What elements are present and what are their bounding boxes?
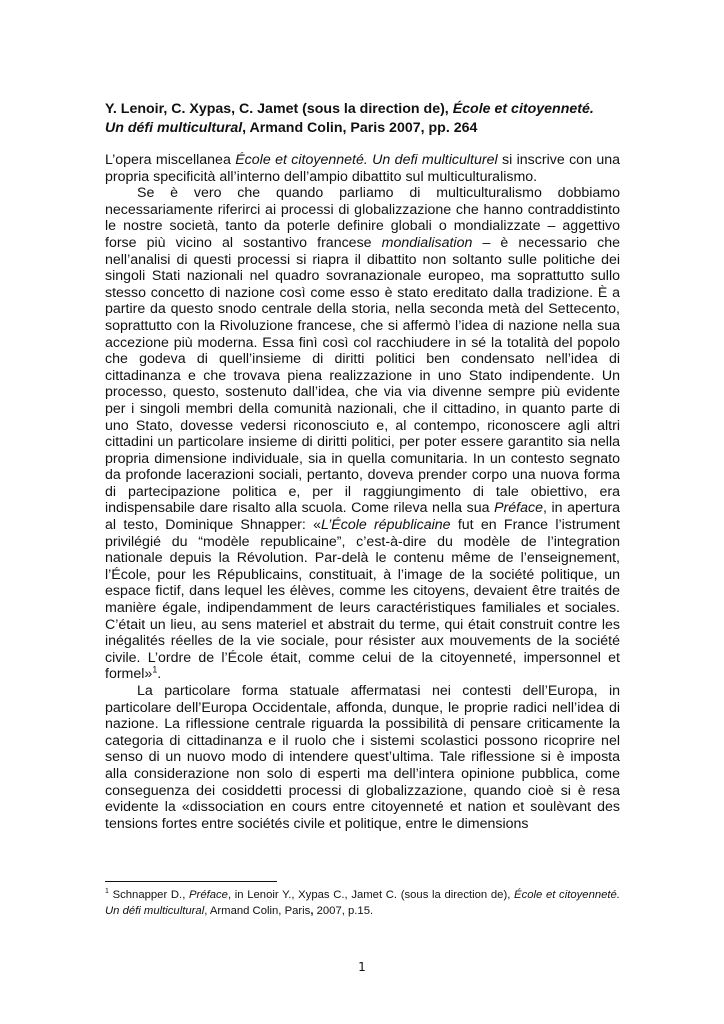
heading-publisher: , Armand Colin, Paris 2007, pp. 264 bbox=[242, 120, 478, 136]
paragraph-2-text-continued: – è necessario che nell’analisi di questi processi si riapra il dibattito non soltanto sulle politiche dei singoli Stati nazionali nel quadro sovranazionale europeo, ma soprattutto sullo stesso concetto di nazione così come esso è stato ereditato dalla tradizione. È a partire da questo snodo centrale della storia, nella seconda metà del Settecento, soprattutto con la Rivoluzione francese, che si affermò l’idea di nazione nella sua accezione più moderna. Essa finì così col racchiudere in sé la totalità del popolo che godeva di quell’insieme di diritti politici ben condensato nell’idea di cittadinanza e che trovava piena realizzazione in uno Stato indipendente. Un processo, questo, sostenuto dall’idea, che via via divenne sempre più evidente per i singoli membri della comunità nazionali, che il cittadino, in quanto parte di uno Stato, dovesse vedersi riconosciuto e, al contempo, riconoscere agli altri cittadini un particolare insieme di diritti politici, per poter essere garantito sia nella propria dimensione individuale, sia in quella comunitaria. In un contesto segnato da profonde lacerazioni sociali, pertanto, doveva prender corpo una nuova forma di partecipazione politica e, per il raggiungimento di tale obiettivo, era indispensabile dare risalto alla scuola. Come rileva nella sua bbox=[105, 234, 620, 517]
heading-authors: Y. Lenoir, C. Xypas, C. Jamet (sous la direction de), bbox=[105, 101, 453, 117]
paragraph-1-text-end: si inscrive con una propria specificità all’interno dell’ampio dibattito sul multiculturalismo. bbox=[105, 152, 621, 185]
footnote-book-title: École et citoyenneté. Un défi multicultural bbox=[105, 889, 620, 917]
heading-book-title: École et citoyenneté. bbox=[452, 101, 594, 117]
footnote-author: Schnapper D., bbox=[108, 889, 190, 901]
footnote-reference[interactable]: 1 bbox=[152, 664, 158, 675]
footnote-publisher: , Armand Colin, Paris bbox=[204, 904, 311, 917]
paragraph-1-text: L’opera miscellanea bbox=[105, 152, 236, 168]
paragraph-2-text: Se è vero che quando parliamo di multiculturalismo dobbiamo necessariamente riferirci ai processi di globalizzazione che hanno contraddistinto le nostre società, tanto da poterle definire globali o mondializzate – aggettivo forse più vicino al sostantivo francese bbox=[105, 185, 620, 251]
paragraph-2-quote-term: L’École républicaine bbox=[321, 517, 451, 534]
paragraph-3: La particolare forma statuale affermatasi nei contesti dell’Europa, in particolare dell’Europa Occidentale, affonda, dunque, le proprie radici nell’idea di nazione. La riflessione centrale riguarda la possibilità di pensare criticamente la categoria di cittadinanza e il ruolo che i sistemi scolastici possono ricoprire nel senso di un nuovo modo di intendere quest’ultima. Tale riflessione si è imposta alla considerazione non solo di esperti ma dell’intera opinione pubblica, come conseguenza dei cosiddetti processi di globalizzazione, quando cioè si è resa evidente la «dissociation en cours entre citoyenneté et nation et soulèvant des tensions fortes entre sociétés civile et politique, entre le dimensions bbox=[105, 683, 620, 832]
footnote-mark: 1 bbox=[105, 888, 109, 896]
paragraph-1-book-title: École et citoyenneté. Un defi multiculturel bbox=[235, 152, 498, 168]
paragraph-2 bbox=[105, 185, 620, 683]
footnote-year-page: 2007, p.15. bbox=[313, 904, 374, 917]
paragraph-2-quote: fut en France l’istrument privilégié du “modèle republicaine”, c’est-à-dire du modèle de l’integration nationale depuis la Révolution. Par-delà le contenu même de l’enseignement, l’École, pour les Républicains, constituait, à l’image de la société politique, un espace fictif, dans lequel les élèves, comme les citoyens, devaient être traités de manière égale, indipendamment de leurs caractéristiques familiales et sociales. C’était un lieu, au sens materiel et abstrait du terme, qui était construit contre les inégalités réelles de la vie sociale, pour résister aux mouvements de la société civile. L’ordre de l’École était, comme celui de la citoyenneté, impersonnel et formel» bbox=[105, 517, 620, 683]
paragraph-2-quote-intro: , in apertura al testo, Dominique Shnapper: « bbox=[105, 500, 620, 534]
review-body bbox=[105, 152, 620, 832]
footnote-preface: Préface bbox=[189, 889, 228, 901]
paragraph-2-preface-ref: Préface bbox=[494, 500, 543, 517]
paragraph-2-term: mondialisation bbox=[381, 234, 473, 251]
footnote-separator bbox=[105, 881, 277, 882]
paragraph-2-end: . bbox=[157, 666, 162, 683]
paragraph-1 bbox=[105, 152, 620, 185]
page-number: 1 bbox=[358, 960, 366, 974]
footnote bbox=[105, 888, 620, 919]
footnote-comma: , bbox=[310, 904, 314, 917]
footnote-editors: , in Lenoir Y., Xypas C., Jamet C. (sous la direction de), bbox=[227, 889, 515, 901]
review-heading bbox=[105, 100, 620, 138]
heading-book-subtitle: Un défi multicultural bbox=[105, 120, 243, 136]
